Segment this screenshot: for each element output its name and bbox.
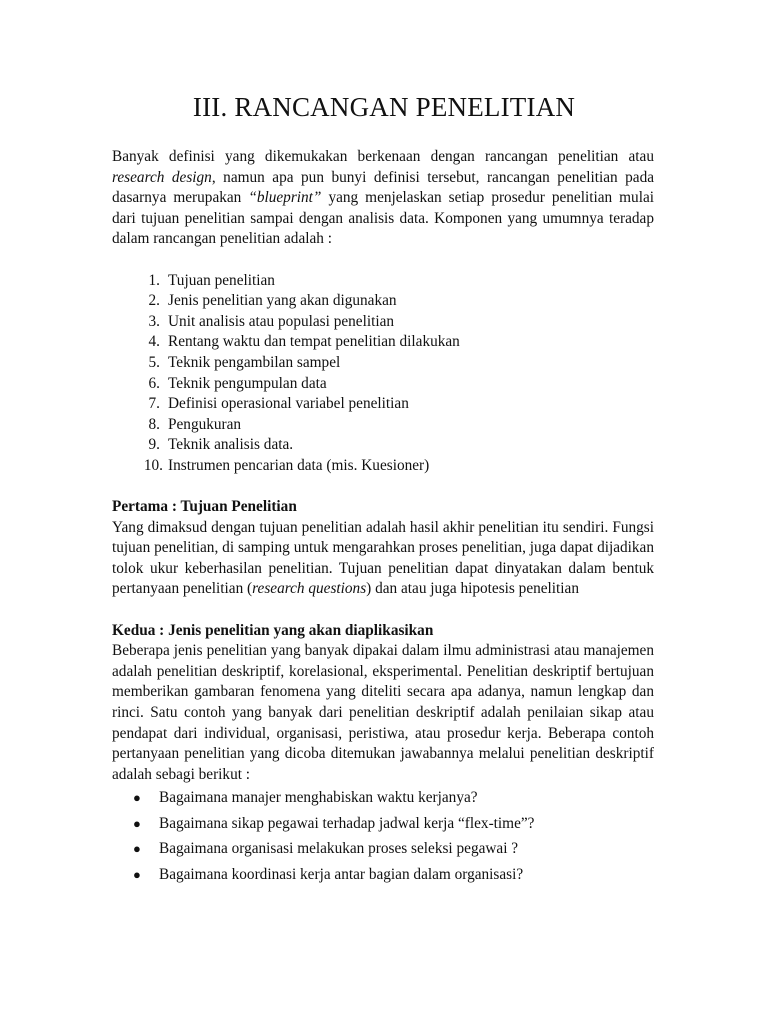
list-text: Rentang waktu dan tempat penelitian dilakukan: [168, 333, 460, 351]
list-number: 9.: [148, 436, 160, 454]
bullet-text: Bagaimana koordinasi kerja antar bagian dalam organisasi?: [159, 865, 524, 883]
list-number: 8.: [148, 415, 160, 433]
bullet-icon: ●: [133, 841, 141, 857]
list-item: [112, 312, 654, 333]
list-number: 4.: [148, 333, 160, 351]
section-heading-tujuan: Pertama : Tujuan Penelitian: [112, 498, 297, 516]
list-number: 10.: [143, 456, 163, 474]
component-list: [112, 271, 654, 477]
list-item: [112, 332, 654, 353]
list-item: [112, 456, 654, 477]
section-paragraph-tujuan: [112, 518, 654, 600]
list-text: Teknik analisis data.: [168, 436, 294, 454]
intro-text-1: Banyak definisi yang dikemukakan berkenaan dengan rancangan penelitian atau: [112, 148, 654, 165]
list-text: Tujuan penelitian: [168, 271, 275, 289]
bullet-item: [112, 811, 654, 837]
section-heading-jenis: Kedua : Jenis penelitian yang akan diaplikasikan: [112, 621, 434, 639]
tujuan-italic-research-questions: research questions: [252, 580, 367, 598]
list-number: 7.: [148, 395, 160, 413]
list-text: Teknik pengumpulan data: [168, 374, 327, 392]
document-body: [112, 147, 654, 888]
list-item: [112, 394, 654, 415]
intro-italic-research-design: research design: [112, 168, 212, 186]
bullet-item: [112, 785, 654, 811]
intro-text-2: , namun apa pun bunyi definisi tersebut, rancangan penelitian pada dasarnya merupakan: [112, 168, 655, 207]
list-number: 3.: [148, 312, 160, 330]
bullet-icon: ●: [133, 815, 141, 831]
list-number: 6.: [148, 374, 160, 392]
intro-text-3: yang menjelaskan setiap prosedur penelitian mulai dari tujuan penelitian sampai dengan analisis data. Komponen yang umumnya teradap dalam rancangan penelitian adalah :: [112, 189, 654, 248]
list-item: [112, 435, 654, 456]
intro-italic-blueprint: “blueprint”: [248, 189, 322, 207]
list-item: [112, 271, 654, 292]
list-text: Instrumen pencarian data (mis. Kuesioner): [168, 456, 430, 474]
page-title: III. RANCANGAN PENELITIAN: [192, 92, 576, 122]
list-text: Definisi operasional variabel penelitian: [168, 395, 409, 413]
list-text: Pengukuran: [168, 415, 242, 433]
intro-paragraph: [112, 147, 654, 250]
list-item: [112, 415, 654, 436]
list-number: 1.: [148, 271, 160, 289]
list-text: Jenis penelitian yang akan digunakan: [168, 292, 397, 310]
list-item: [112, 291, 654, 312]
list-text: Unit analisis atau populasi penelitian: [168, 312, 395, 330]
list-text: Teknik pengambilan sampel: [168, 353, 341, 371]
list-number: 2.: [148, 292, 160, 310]
bullet-icon: ●: [133, 789, 141, 805]
bullet-icon: ●: [133, 866, 141, 882]
list-item: [112, 353, 654, 374]
question-bullet-list: [112, 785, 654, 887]
bullet-text: Bagaimana manajer menghabiskan waktu kerjanya?: [159, 788, 478, 806]
bullet-text: Bagaimana organisasi melakukan proses seleksi pegawai ?: [159, 840, 519, 858]
tujuan-text-2: ) dan atau juga hipotesis penelitian: [366, 580, 579, 598]
bullet-text: Bagaimana sikap pegawai terhadap jadwal kerja “flex-time”?: [159, 814, 535, 832]
bullet-item: [112, 837, 654, 863]
list-item: [112, 374, 654, 395]
tujuan-text-1: Yang dimaksud dengan tujuan penelitian adalah hasil akhir penelitian itu sendiri. Fungsi tujuan penelitian, di samping untuk mengarahkan proses penelitian, juga dapat dijadikan tolok ukur keberhasilan penelitian. Tujuan penelitian dapat dinyatakan dalam bentuk pertanyaan penelitian (: [112, 518, 654, 598]
bullet-item: [112, 862, 654, 888]
list-number: 5.: [148, 353, 160, 371]
section-paragraph-jenis: Beberapa jenis penelitian yang banyak dipakai dalam ilmu administrasi atau manajemen adalah penelitian deskriptif, korelasional, eksperimental. Penelitian deskriptif bertujuan memberikan gambaran fenomena yang diteliti secara apa adanya, namun lengkap dan rinci. Satu contoh yang banyak dari penelitian deskriptif adalah penilaian sikap atau pendapat dari individual, organisasi, peristiwa, atau prosedur kerja. Beberapa contoh pertanyaan penelitian yang dicoba ditemukan jawabannya melalui penelitian deskriptif adalah sebagi berikut :: [112, 642, 654, 783]
